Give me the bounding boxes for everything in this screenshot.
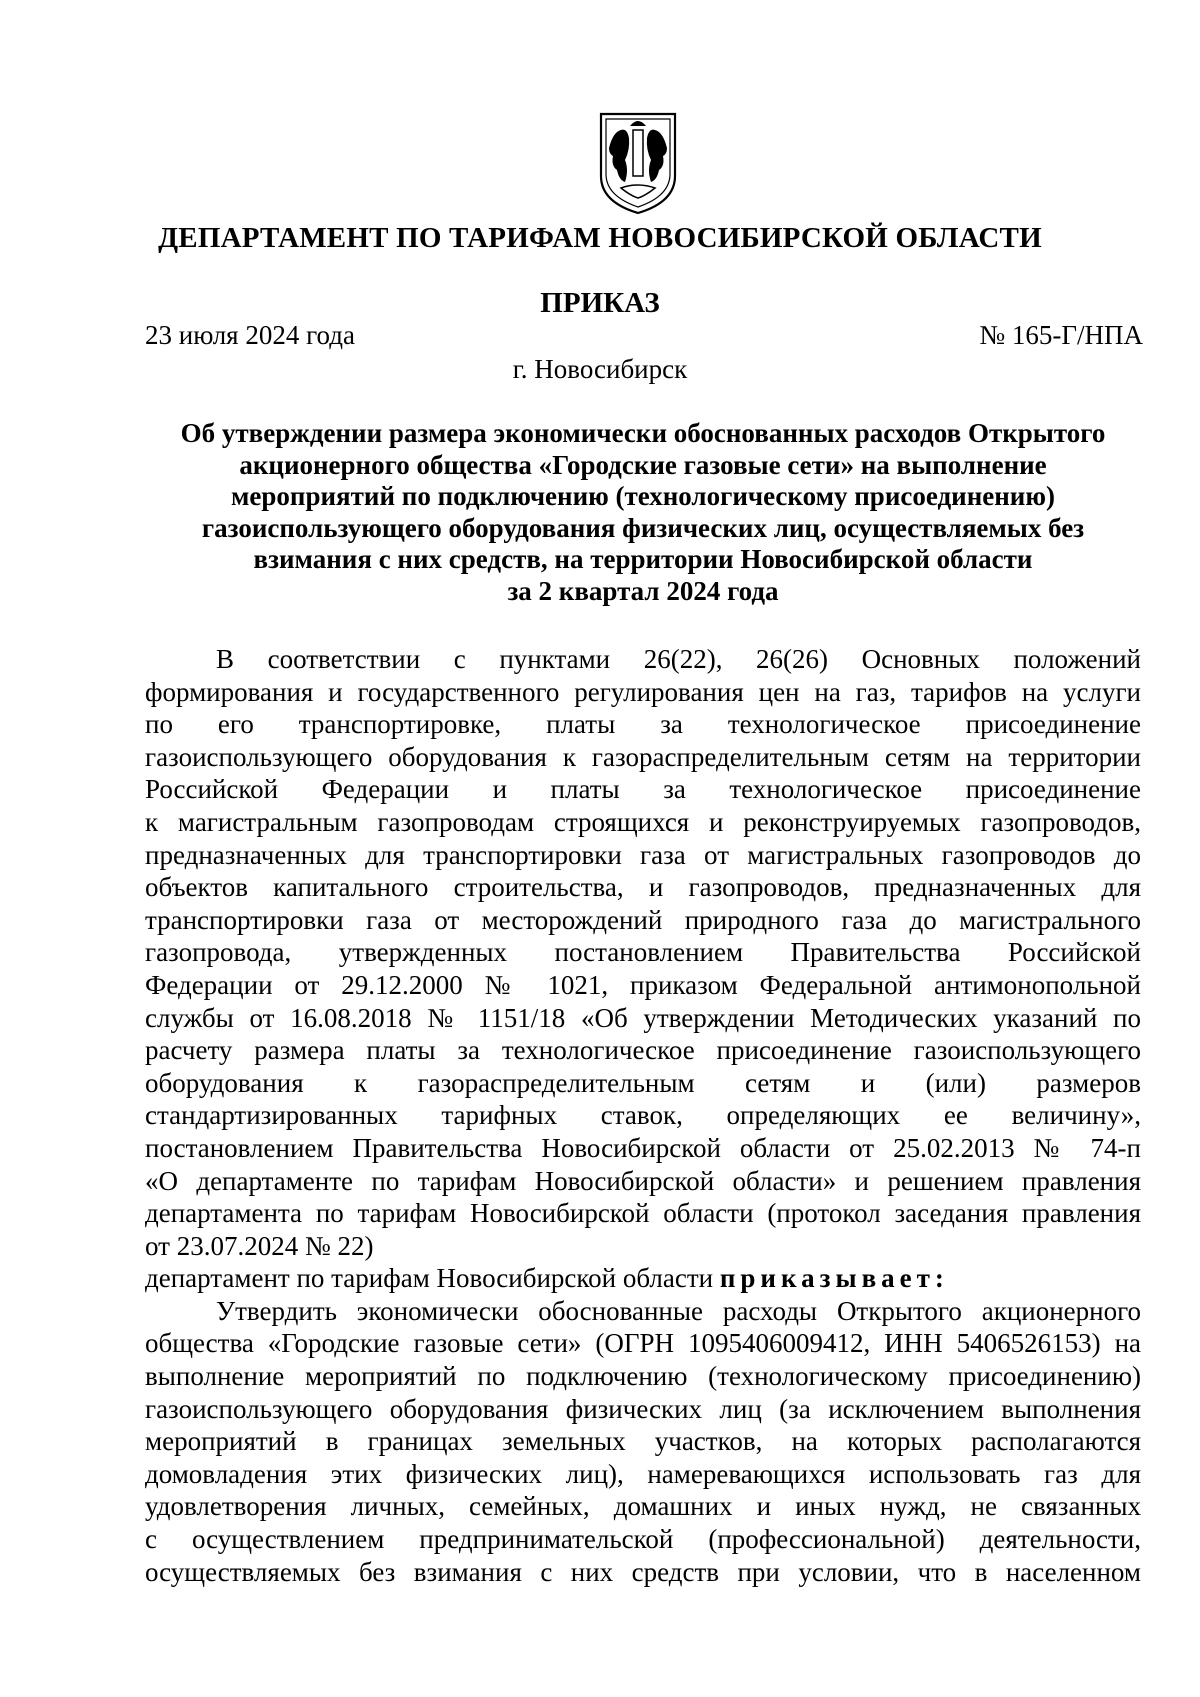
body-line: «О департаменте по тарифам Новосибирской области» и решением правления — [145, 1165, 1141, 1196]
body-line: расчету размера платы за технологическое присоединение газоиспользующего — [145, 1035, 1141, 1066]
body-line: выполнение мероприятий по подключению (технологическому присоединению) — [145, 1361, 1141, 1392]
body-line: с осуществлением предпринимательской (профессиональной) деятельности, — [145, 1524, 1141, 1555]
body-line: газоиспользующего оборудования физических лиц (за исключением выполнения — [145, 1393, 1141, 1424]
body-line: предназначенных для транспортировки газа от магистральных газопроводов до — [145, 839, 1141, 870]
document-number: № 165-Г/НПА — [979, 320, 1143, 350]
preamble-paragraph — [145, 643, 1141, 1262]
body-line: транспортировки газа от месторождений природного газа до магистрального — [145, 904, 1141, 935]
body-line: удовлетворения личных, семейных, домашних и иных нужд, не связанных — [145, 1491, 1141, 1522]
body-line: Федерации от 29.12.2000 № 1021, приказом Федеральной антимонопольной — [145, 969, 1141, 1000]
title-line: акционерного общества «Городские газовые сети» на выполнение — [239, 449, 1047, 480]
decision-paragraph — [145, 1295, 1141, 1588]
body-line: Российской Федерации и платы за технологическое присоединение — [145, 774, 1141, 805]
body-line: газоиспользующего оборудования к газораспределительным сетям на территории — [145, 741, 1141, 772]
body-line: постановлением Правительства Новосибирской области от 25.02.2013 № 74-п — [145, 1132, 1141, 1163]
title-line: газоиспользующего оборудования физических лиц, осуществляемых без — [201, 512, 1085, 543]
coat-of-arms-emblem — [595, 110, 681, 216]
body-line: домовладения этих физических лиц), намеревающихся использовать газ для — [145, 1458, 1141, 1489]
body-line: службы от 16.08.2018 № 1151/18 «Об утверждении Методических указаний по — [145, 1002, 1141, 1033]
body-line: В соответствии с пунктами 26(22), 26(26) Основных положений — [216, 644, 1141, 674]
document-title — [145, 418, 1141, 607]
title-line: за 2 квартал 2024 года — [507, 575, 779, 606]
body-line: департамента по тарифам Новосибирской области (протокол заседания правления — [145, 1198, 1141, 1229]
title-line: мероприятий по подключению (технологическому присоединению) — [231, 481, 1055, 511]
document-city: г. Новосибирск — [512, 354, 688, 384]
order-line — [145, 1262, 1141, 1295]
body-line: оборудования к газораспределительным сетям и (или) размеров — [145, 1067, 1141, 1098]
title-line: взимания с них средств, на территории Новосибирской области — [253, 544, 1033, 574]
department-name: ДЕПАРТАМЕНТ ПО ТАРИФАМ НОВОСИБИРСКОЙ ОБЛАСТИ — [158, 222, 1042, 254]
body-line: от 23.07.2024 № 22) — [145, 1230, 374, 1261]
body-line: газопровода, утвержденных постановлением Правительства Российской — [145, 937, 1141, 968]
body-line: стандартизированных тарифных ставок, определяющих ее величину», — [145, 1100, 1141, 1131]
document-date: 23 июля 2024 года — [145, 320, 355, 350]
body-line: по его транспортировке, платы за технологическое присоединение — [145, 709, 1141, 740]
body-line: формирования и государственного регулирования цен на газ, тарифов на услуги — [145, 676, 1141, 707]
body-line: Утвердить экономически обоснованные расходы Открытого акционерного — [216, 1295, 1141, 1326]
order-line-text: департамент по тарифам Новосибирской области — [145, 1263, 720, 1294]
document-body — [145, 643, 1141, 1588]
body-line: мероприятий в границах земельных участков, на которых располагаются — [145, 1426, 1141, 1457]
body-line: к магистральным газопроводам строящихся и реконструируемых газопроводов, — [145, 806, 1141, 837]
body-line: общества «Городские газовые сети» (ОГРН 1095406009412, ИНН 5406526153) на — [145, 1328, 1141, 1359]
body-line: объектов капитального строительства, и газопроводов, предназначенных для — [145, 872, 1141, 903]
order-emphasis: приказывает: — [719, 1263, 949, 1294]
title-line: Об утверждении размера экономически обоснованных расходов Открытого — [180, 418, 1106, 448]
body-line: осуществляемых без взимания с них средств при условии, что в населенном — [145, 1556, 1141, 1587]
document-type: ПРИКАЗ — [540, 287, 660, 319]
